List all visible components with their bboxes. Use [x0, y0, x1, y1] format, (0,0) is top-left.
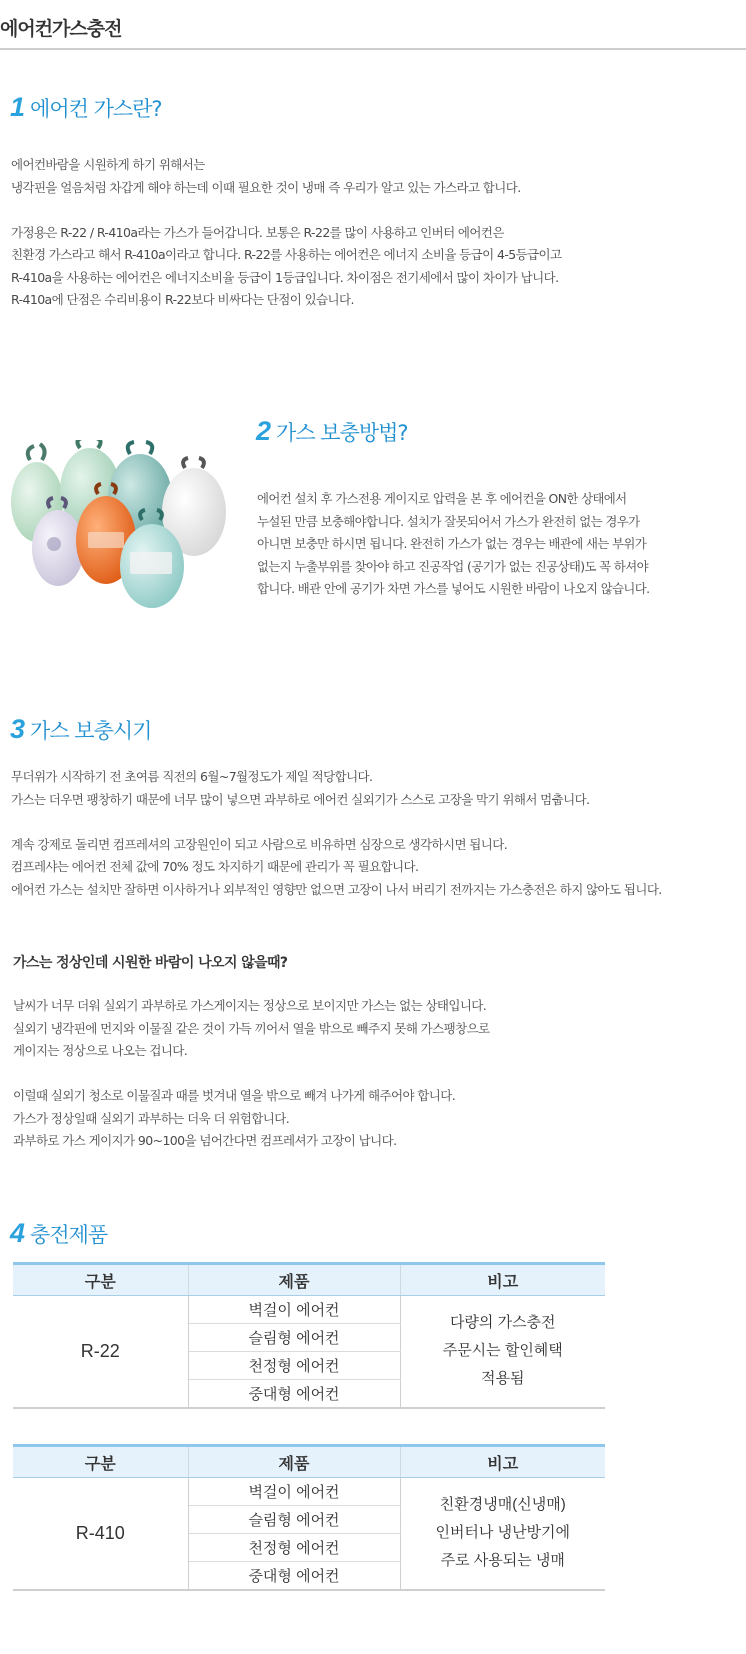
text-line: 없는지 누출부위를 찾아야 하고 진공작업 (공기가 없는 진공상태)도 꼭 하셔야: [257, 558, 648, 574]
header-category: 구분: [13, 1446, 188, 1478]
text-line: 합니다. 배관 안에 공기가 차면 가스를 넣어도 시원한 바람이 나오지 않습니다.: [257, 581, 650, 596]
table-header-row: [13, 1446, 605, 1478]
text-line: 아니면 보충만 하시면 됩니다. 완전히 가스가 없는 경우는 배관에 새는 부위가: [257, 536, 647, 551]
header-product: 제품: [188, 1446, 400, 1478]
text-line: 가스가 정상일때 실외기 과부하는 더욱 더 위험합니다.: [13, 1110, 290, 1126]
table-header-row: [13, 1264, 605, 1296]
text-line: 계속 강제로 돌리면 컴프레셔의 고장원인이 되고 사람으로 비유하면 심장으로 생각하시면 됩니다.: [11, 836, 508, 852]
text-line: 가스는 더우면 팽창하기 때문에 너무 많이 넣으면 과부하로 에어컨 실외기가 스스로 고장을 막기 위해서 멈춥니다.: [11, 791, 590, 807]
product-cell: 중대형 에어컨: [188, 1562, 400, 1590]
section-2-heading: [256, 416, 408, 447]
product-table-r22: [13, 1262, 605, 1409]
note-cell: [400, 1296, 605, 1408]
table-row: [13, 1478, 605, 1506]
section-2-body: [257, 488, 650, 601]
text-line: [11, 199, 561, 222]
section-3-heading: [10, 714, 151, 745]
note-line: 다량의 가스충전: [449, 1314, 556, 1332]
text-line: 이럴때 실외기 청소로 이물질과 때를 벗겨내 열을 밖으로 빼겨 나가게 해주어야 합니다.: [13, 1088, 456, 1103]
section-3-body: [11, 766, 662, 901]
table-row: [13, 1296, 605, 1324]
title-divider: [0, 48, 746, 50]
product-table-r410: [13, 1444, 605, 1591]
product-cell: 천정형 에어컨: [188, 1534, 400, 1562]
category-cell: R-22: [13, 1296, 188, 1408]
text-line: 에어컨 가스는 설치만 잘하면 이사하거나 외부적인 영향만 없으면 고장이 나서 버리기 전까지는 가스충전은 하지 않아도 됩니다.: [11, 881, 662, 897]
text-line: [13, 1063, 490, 1086]
text-line: 과부하로 가스 게이지가 90~100을 넘어간다면 컴프레셔가 고장이 납니다.: [13, 1133, 397, 1148]
section-2-title: 가스 보충방법?: [276, 421, 408, 445]
note-cell: [400, 1478, 605, 1590]
section-2-number: 2: [256, 416, 271, 446]
section-4-heading: [10, 1218, 107, 1249]
text-line: [11, 811, 662, 834]
section-4-title: 충전제품: [30, 1223, 108, 1247]
section-3-number: 3: [10, 714, 25, 744]
text-line: R-410a을 사용하는 에어컨은 에너지소비율 등급이 1등급입니다. 차이점은 전기세에서 많이 차이가 납니다.: [11, 269, 559, 285]
section-1-body: [11, 154, 561, 312]
text-line: 실외기 냉각핀에 먼지와 이물질 같은 것이 가득 끼어서 열을 밖으로 빼주지 못해 가스팽창으로: [13, 1020, 490, 1036]
text-line: 친환경 가스라고 해서 R-410a이라고 합니다. R-22를 사용하는 에어컨은 에너지 소비율 등급이 4-5등급이고: [11, 247, 562, 262]
product-cell: 벽걸이 에어컨: [188, 1296, 400, 1324]
header-category: 구분: [13, 1264, 188, 1296]
section-1-number: 1: [10, 92, 25, 122]
header-note: 비고: [400, 1264, 605, 1296]
faq-body: [13, 995, 490, 1153]
note-line: 친환경냉매(신냉매): [439, 1496, 566, 1514]
text-line: 컴프레샤는 에어컨 전체 값에 70% 정도 차지하기 때문에 관리가 꼭 필요합니다.: [11, 859, 419, 874]
header-product: 제품: [188, 1264, 400, 1296]
faq-heading: 가스는 정상인데 시원한 바람이 나오지 않을때?: [13, 955, 288, 971]
gas-tanks-image: [10, 440, 250, 615]
product-cell: 벽걸이 에어컨: [188, 1478, 400, 1506]
text-line: 에어컨 설치 후 가스전용 게이지로 압력을 본 후 에어컨을 ON한 상태에서: [257, 491, 627, 506]
section-4-number: 4: [10, 1218, 25, 1248]
text-line: 무더위가 시작하기 전 초여름 직전의 6월~7월정도가 제일 적당합니다.: [11, 769, 373, 784]
page-title: 에어컨가스충전: [0, 18, 122, 40]
text-line: 게이지는 정상으로 나오는 겁니다.: [13, 1043, 188, 1058]
section-3-title: 가스 보충시기: [30, 719, 152, 743]
product-cell: 천정형 에어컨: [188, 1352, 400, 1380]
text-line: 냉각핀을 얼음처럼 차갑게 해야 하는데 이때 필요한 것이 냉매 즉 우리가 알고 있는 가스라고 합니다.: [11, 179, 521, 195]
note-line: 주로 사용되는 냉매: [440, 1552, 565, 1570]
product-cell: 중대형 에어컨: [188, 1380, 400, 1408]
header-note: 비고: [400, 1446, 605, 1478]
product-cell: 슬림형 에어컨: [188, 1324, 400, 1352]
text-line: 가정용은 R-22 / R-410a라는 가스가 들어갑니다. 보통은 R-22를 많이 사용하고 인버터 에어컨은: [11, 224, 504, 240]
note-line: 주문시는 할인혜택: [442, 1342, 563, 1360]
section-1-heading: [10, 92, 162, 123]
note-line: 적용됨: [481, 1370, 525, 1388]
text-line: 누설된 만큼 보충해야합니다. 설치가 잘못되어서 가스가 완전히 없는 경우가: [257, 513, 640, 529]
section-1-title: 에어컨 가스란?: [30, 97, 162, 121]
text-line: R-410a에 단점은 수리비용이 R-22보다 비싸다는 단점이 있습니다.: [11, 292, 354, 307]
category-cell: R-410: [13, 1478, 188, 1590]
text-line: 에어컨바람을 시원하게 하기 위해서는: [11, 157, 205, 172]
text-line: 날씨가 너무 더워 실외기 과부하로 가스게이지는 정상으로 보이지만 가스는 없는 상태입니다.: [13, 998, 487, 1013]
product-cell: 슬림형 에어컨: [188, 1506, 400, 1534]
note-line: 인버터나 냉난방기에: [435, 1524, 571, 1542]
